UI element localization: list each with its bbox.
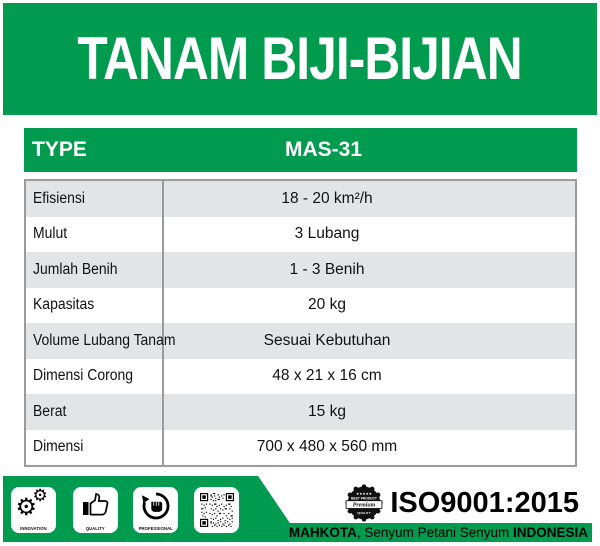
svg-text:★★★★★: ★★★★★ xyxy=(356,492,373,497)
svg-text:QUALITY: QUALITY xyxy=(357,511,372,516)
spec-table xyxy=(24,179,577,467)
spec-label: Volume Lubang Tanam xyxy=(26,323,164,359)
icon-label: QUALITY xyxy=(86,526,105,532)
type-value: MAS-31 xyxy=(284,138,363,161)
table-row xyxy=(26,323,575,359)
spec-label: Dimensi xyxy=(26,430,164,466)
icon-label: INNOVATION xyxy=(20,526,47,532)
icon-label: PROFESSIONAL xyxy=(138,526,173,532)
table-row xyxy=(26,217,575,253)
iso-group xyxy=(344,482,579,524)
table-row xyxy=(26,252,575,288)
qr-code xyxy=(194,487,239,533)
tagline-middle: , Senyum Petani Senyum xyxy=(356,525,513,540)
table-row xyxy=(26,394,575,430)
brand-name: MAHKOTA xyxy=(288,525,357,540)
type-label: TYPE xyxy=(32,138,87,161)
svg-text:Premium: Premium xyxy=(353,502,376,509)
spec-label: Jumlah Benih xyxy=(26,252,164,288)
page-title: TANAM BIJI-BIJIAN xyxy=(77,25,523,93)
table-row xyxy=(26,181,575,217)
spec-value: Sesuai Kebutuhan xyxy=(263,331,391,349)
table-row xyxy=(26,430,575,466)
spec-label: Mulut xyxy=(26,217,164,253)
table-row xyxy=(26,288,575,324)
title-banner xyxy=(3,3,597,115)
footer xyxy=(3,476,592,542)
spec-value: 1 - 3 Benih xyxy=(289,260,365,278)
country-name: INDONESIA xyxy=(512,525,588,540)
gears-icon: ⚙ ⚙ xyxy=(15,487,48,521)
spec-value: 48 x 21 x 16 cm xyxy=(272,367,382,385)
spec-value: 18 - 20 km²/h xyxy=(281,189,373,207)
spec-label: Efisiensi xyxy=(26,181,164,217)
premium-badge-icon xyxy=(344,483,384,523)
spec-value: 3 Lubang xyxy=(294,225,360,243)
brand-tagline xyxy=(289,525,588,540)
quality-box xyxy=(73,487,118,533)
spec-label: Kapasitas xyxy=(26,288,164,324)
professional-box xyxy=(133,487,178,533)
type-header-row xyxy=(24,128,577,172)
spec-value: 15 kg xyxy=(308,402,346,420)
qr-code-box xyxy=(194,487,239,533)
iso-certification-text: ISO9001:2015 xyxy=(390,486,579,519)
spec-label: Dimensi Corong xyxy=(26,359,164,395)
thumbs-up-icon xyxy=(73,487,118,525)
table-row xyxy=(26,359,575,395)
spec-value: 700 x 480 x 560 mm xyxy=(256,438,398,456)
fist-cycle-icon xyxy=(133,487,178,525)
innovation-box xyxy=(11,487,56,533)
spec-label: Berat xyxy=(26,394,164,430)
spec-value: 20 kg xyxy=(308,296,346,314)
svg-text:BEST PRODUCT: BEST PRODUCT xyxy=(351,496,378,501)
